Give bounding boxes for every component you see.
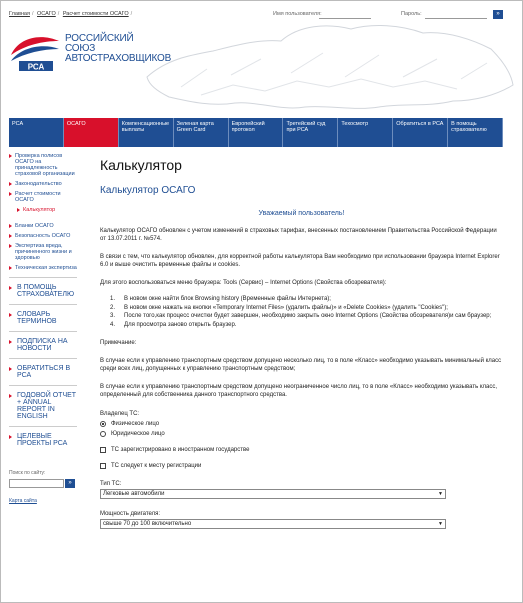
nav-osago[interactable]: ОСАГО — [64, 118, 119, 147]
owner-legal[interactable]: Юридическое лицо — [100, 431, 503, 437]
greeting: Уважаемый пользователь! — [258, 210, 345, 217]
paragraph-2: В связи с тем, что калькулятор обновлен, для корректной работы калькулятора Вам необходимо при использовании браузера Internet Explorer 6.0 и выше очистить временные файлы и cookies. — [100, 254, 500, 268]
power-label: Мощность двигателя: — [100, 511, 161, 517]
nav-court[interactable]: Третейский суд при РСА — [283, 118, 338, 147]
breadcrumb-osago[interactable]: ОСАГО — [37, 11, 56, 17]
vehicle-type-select[interactable]: Легковые автомобили ▼ — [100, 489, 446, 499]
note-2: В случае если к управлению транспортным средством допущено неограниченное число лиц, то в поле «Класс» необходимо указывать класс, определенный для собственника данного транспортного средства. — [100, 384, 498, 398]
main-content — [100, 153, 503, 529]
svg-text:РСА: РСА — [27, 62, 45, 72]
nav-contact[interactable]: Обратиться в РСА — [393, 118, 448, 147]
note-title: Примечание: — [100, 340, 137, 346]
search-label: Поиск по сайту: — [9, 470, 46, 476]
sidebar-item-tech-expertise[interactable]: Техническая экспертиза — [9, 265, 77, 271]
paragraph-3: Для этого воспользоваться меню браузера: Tools (Сервис) – Internet Options (Свойства обозревателя): — [100, 280, 387, 286]
note-1: В случае если к управлению транспортным средством допущено несколько лиц, то в поле «Класс» необходимо указывать минимальный класс среди всех лиц, допущенных к управлению транспортным средством; — [100, 358, 502, 372]
cb-foreign-registered[interactable]: ТС зарегистрировано в иностранном государстве — [100, 447, 503, 453]
main-nav — [9, 118, 503, 147]
step-4: 4. Для просмотра заново открыть браузер. — [110, 321, 237, 328]
engine-power-select[interactable]: свыше 70 до 100 включительно ▼ — [100, 519, 446, 529]
sidebar-item-policy-check[interactable]: Проверка полисов ОСАГО на принадлежность страховой организации — [9, 153, 77, 177]
breadcrumb-home[interactable]: Главная — [9, 11, 30, 17]
logo-text — [65, 34, 171, 64]
password-label: Пароль: — [401, 11, 422, 17]
login-go-button[interactable]: » — [493, 10, 503, 19]
step-1: 1. В новом окне найти блок Browsing history (Временные файлы Интернета); — [110, 296, 331, 302]
nav-rsa[interactable]: РСА — [9, 118, 64, 147]
page-subtitle: Калькулятор ОСАГО — [100, 185, 196, 196]
password-input[interactable] — [425, 11, 487, 19]
sidebar-item-law[interactable]: Законодательство — [9, 181, 77, 187]
sidebar-big-dictionary[interactable]: СЛОВАРЬ ТЕРМИНОВ — [9, 304, 77, 331]
logo-line-3: АВТОСТРАХОВЩИКОВ — [65, 53, 172, 64]
russia-map-background — [141, 15, 519, 115]
nav-green-card[interactable]: Зеленая карта Green Card — [174, 118, 229, 147]
nav-euro-protocol[interactable]: Европейский протокол — [229, 118, 284, 147]
login-label: Имя пользователя: — [273, 11, 322, 17]
breadcrumb: Главная / ОСАГО / Расчет стоимости ОСАГО / — [9, 11, 133, 17]
nav-techinspection[interactable]: Техосмотр — [338, 118, 393, 147]
sitemap-link[interactable]: Карта сайта — [9, 498, 37, 504]
radio-legal — [100, 431, 106, 437]
vehicle-type-label: Тип ТС: — [100, 481, 122, 487]
cb-to-registration[interactable]: ТС следует к месту регистрации — [100, 463, 503, 469]
step-3: 3. После того,как процесс очистки будет завершен, необходимо закрыть окно Internet Options (Свойства обозревателя)и сам браузер; — [110, 313, 492, 319]
checkbox-foreign — [100, 447, 106, 453]
sidebar-big-projects[interactable]: ЦЕЛЕВЫЕ ПРОЕКТЫ РСА — [9, 426, 77, 453]
sidebar — [9, 153, 77, 453]
owner-label: Владелец ТС: — [100, 411, 140, 417]
sidebar-item-blanks[interactable]: Бланки ОСАГО — [9, 223, 77, 229]
nav-help[interactable]: В помощь страхователю — [448, 118, 503, 147]
page-title: Калькулятор — [100, 157, 182, 173]
nav-compensation[interactable]: Компенсационные выплаты — [119, 118, 174, 147]
paragraph-1: Калькулятор ОСАГО обновлен с учетом изменений в страховых тарифах, внесенных постановлением Правительства Российской Федерации от 13.07.2011 г. №574. — [100, 228, 497, 242]
sidebar-item-cost[interactable]: Расчет стоимости ОСАГО — [9, 191, 77, 203]
sidebar-big-subscribe[interactable]: ПОДПИСКА НА НОВОСТИ — [9, 331, 77, 358]
header — [1, 1, 523, 118]
step-2: 2. В новом окне нажать на кнопки «Temporary Internet Files» (удалить файлы)» и «Delete Cookies» (удалить "Cookies"); — [110, 304, 448, 311]
steps-list — [110, 296, 503, 329]
search-button[interactable]: » — [65, 479, 75, 488]
owner-physical[interactable]: Физическое лицо — [100, 421, 503, 427]
sidebar-item-security[interactable]: Безопасность ОСАГО — [9, 233, 77, 239]
sidebar-big-contact[interactable]: ОБРАТИТЬСЯ В РСА — [9, 358, 77, 385]
checkbox-registration — [100, 463, 106, 469]
logo-line-1: РОССИЙСКИЙ — [65, 33, 134, 44]
rsa-logo-icon[interactable] — [9, 31, 61, 75]
sidebar-big-report[interactable]: ГОДОВОЙ ОТЧЕТ + ANNUAL REPORT IN ENGLISH — [9, 385, 77, 426]
sidebar-item-expertise[interactable]: Экспертиза вреда, причиненного жизни и здоровью — [9, 243, 77, 261]
search-input[interactable] — [9, 479, 64, 488]
radio-physical — [100, 421, 106, 427]
login-input[interactable] — [319, 11, 371, 19]
sidebar-big-help[interactable]: В ПОМОЩЬ СТРАХОВАТЕЛЮ — [9, 277, 77, 304]
sidebar-item-calculator[interactable]: Калькулятор — [9, 207, 77, 213]
breadcrumb-calc[interactable]: Расчет стоимости ОСАГО — [62, 11, 129, 17]
logo-line-2: СОЮЗ — [65, 43, 96, 54]
